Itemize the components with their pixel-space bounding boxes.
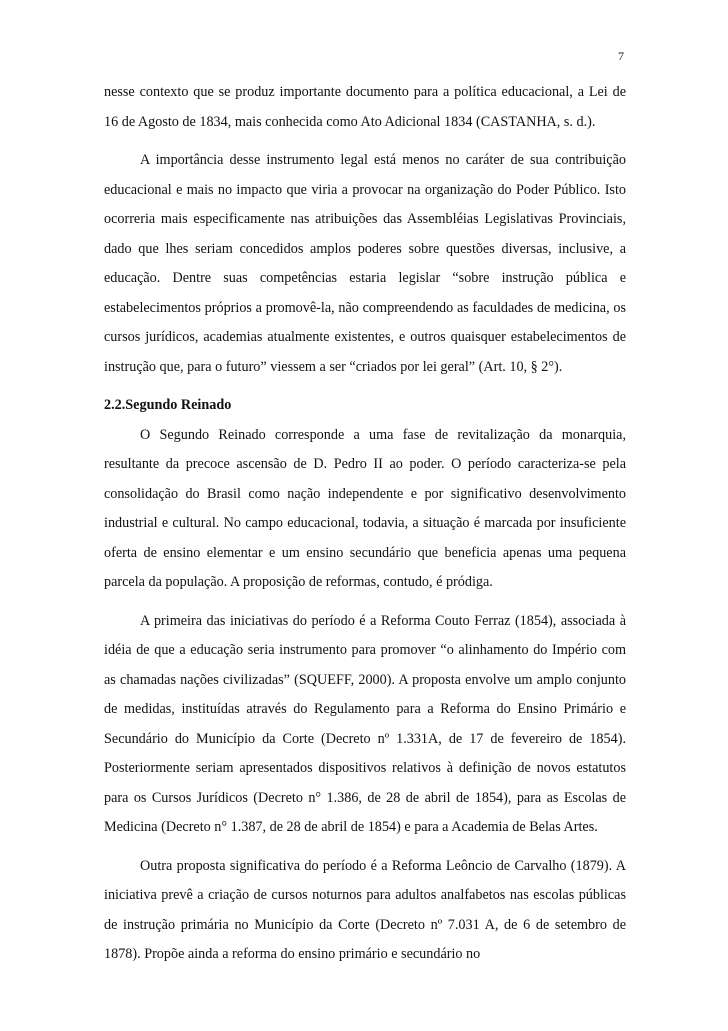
paragraph-leoncio-carvalho: Outra proposta significativa do período é a Reforma Leôncio de Carvalho (1879). A iniciativa prevê a criação de cursos noturnos para adultos analfabetos nas escolas públicas de instrução primária no Município da Corte (Decreto nº 7.031 A, de 6 de setembro de 1878). Propõe ainda a reforma do ensino primário e secundário no xyxy=(104,857,626,962)
page-number: 7 xyxy=(618,49,624,63)
paragraph-continuation: nesse contexto que se produz importante documento para a política educacional, a Lei de 16 de Agosto de 1834, mais conhecida como Ato Adicional 1834 (CASTANHA, s. d.). xyxy=(104,84,626,130)
paragraph-gap xyxy=(104,598,626,607)
section-heading: 2.2.Segundo Reinado xyxy=(104,397,232,413)
paragraph-couto-ferraz: A primeira das iniciativas do período é a Reforma Couto Ferraz (1854), associada à idéia de que a educação seria instrumento para promover “o alinhamento do Império com as chamadas nações civilizadas” (SQUEFF, 2000). A proposta envolve um amplo conjunto de medidas, instituídas através do Regulamento para a Reforma do Ensino Primário e Secundário do Município da Corte (Decreto nº 1.331A, de 17 de fevereiro de 1854). Posteriormente seriam apresentados dispositivos relativos à definição de novos estatutos para os Cursos Jurídicos (Decreto n° 1.386, de 28 de abril de 1854), para as Escolas de Medicina (Decreto n° 1.387, de 28 de abril de 1854) e para a Academia de Belas Artes. xyxy=(104,612,626,835)
paragraph-gap xyxy=(104,382,626,391)
paragraph-gap xyxy=(104,137,626,146)
body-text xyxy=(104,78,626,970)
paragraph-segundo-reinado: O Segundo Reinado corresponde a uma fase de revitalização da monarquia, resultante da precoce ascensão de D. Pedro II ao poder. O período caracteriza-se pela consolidação do Brasil como nação independente e por significativo desenvolvimento industrial e cultural. No campo educacional, todavia, a situação é marcada por insuficiente oferta de ensino elementar e um ensino secundário que beneficia apenas uma pequena parcela da população. A proposição de reformas, contudo, é pródiga. xyxy=(104,426,626,590)
paragraph-gap xyxy=(104,843,626,852)
paragraph-legal-instrument: A importância desse instrumento legal está menos no caráter de sua contribuição educacional e mais no impacto que viria a provocar na organização do Poder Público. Isto ocorreria mais especificamente nas atribuições das Assembléias Legislativas Provinciais, dado que lhes seriam concedidos amplos poderes sobre questões diversas, inclusive, a educação. Dentre suas competências estaria legislar “sobre instrução pública e estabelecimentos próprios a promovê-la, não compreendendo as faculdades de medicina, os cursos jurídicos, academias atualmente existentes, e outros quaisquer estabelecimentos de instrução que, para o futuro” viessem a ser “criados por lei geral” (Art. 10, § 2°). xyxy=(104,152,626,375)
